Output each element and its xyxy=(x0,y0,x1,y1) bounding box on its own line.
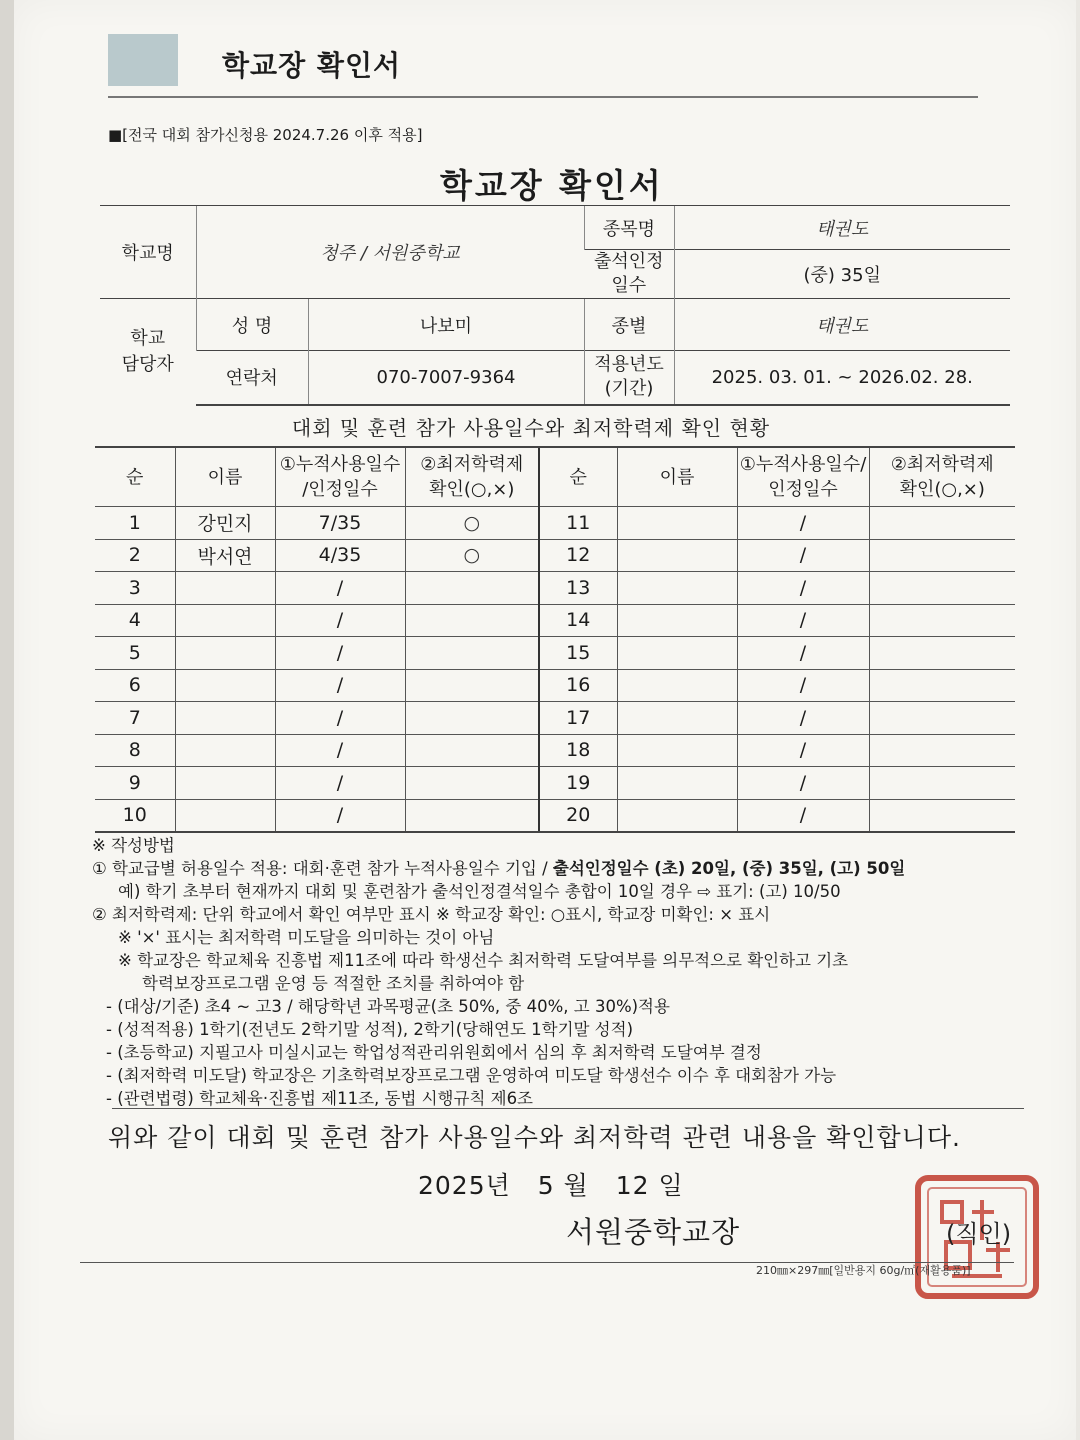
cell-no2: 19 xyxy=(539,767,617,800)
table-row xyxy=(95,637,1015,670)
athlete-table xyxy=(95,446,1015,833)
issue-date xyxy=(418,1166,702,1202)
cell-check xyxy=(405,572,539,605)
column-header: ②최저학력제 확인(○,×) xyxy=(405,447,539,507)
cell-name xyxy=(175,799,275,832)
table-row xyxy=(95,702,1015,735)
cell-check xyxy=(405,767,539,800)
school-label: 학교명 xyxy=(100,206,196,299)
cell-no: 3 xyxy=(95,572,175,605)
cell-name2 xyxy=(617,702,737,735)
cell-name xyxy=(175,669,275,702)
table-row xyxy=(95,734,1015,767)
cell-no: 6 xyxy=(95,669,175,702)
cell-check2 xyxy=(869,572,1015,605)
cell-days2: / xyxy=(737,767,869,800)
cell-no2: 13 xyxy=(539,572,617,605)
cell-check xyxy=(405,637,539,670)
cell-no: 8 xyxy=(95,734,175,767)
column-header: 순 xyxy=(95,447,175,507)
cell-days: / xyxy=(275,799,405,832)
table-row xyxy=(95,507,1015,540)
column-header: ②최저학력제 확인(○,×) xyxy=(869,447,1015,507)
page-title: 학교장 확인서 xyxy=(440,166,664,205)
guide-item-1 xyxy=(92,857,1032,880)
cell-check xyxy=(405,734,539,767)
cell-days: 7/35 xyxy=(275,507,405,540)
cell-days2: / xyxy=(737,702,869,735)
guide-item-2: ② 최저학력제: 단위 학교에서 확인 여부만 표시 ※ 학교장 확인: ○표시, 학교장 미확인: × 표시 xyxy=(92,905,771,924)
table-row xyxy=(95,604,1015,637)
guide-item-2-note-b: ※ 학교장은 학교체육 진흥법 제11조에 따라 학생선수 최저학력 도달여부를 의무적으로 확인하고 기초 xyxy=(118,951,849,970)
cell-days2: / xyxy=(737,604,869,637)
cell-check2 xyxy=(869,702,1015,735)
cell-name xyxy=(175,767,275,800)
cell-name xyxy=(175,572,275,605)
cell-check2 xyxy=(869,767,1015,800)
cell-days: / xyxy=(275,637,405,670)
cell-no2: 14 xyxy=(539,604,617,637)
cell-check: ○ xyxy=(405,539,539,572)
cell-check2 xyxy=(869,539,1015,572)
cell-days2: / xyxy=(737,734,869,767)
seal-label: (직인) xyxy=(946,1220,1012,1248)
page-edge xyxy=(0,0,14,1440)
cell-days: / xyxy=(275,767,405,800)
cell-check2 xyxy=(869,799,1015,832)
guide-item-1-example: 예) 학기 초부터 현재까지 대회 및 훈련참가 출석인정결석일수 총합이 10일 경우 ⇨ 표기: (고) 10/50 xyxy=(118,882,841,901)
cell-no2: 12 xyxy=(539,539,617,572)
confirmation-text: 위와 같이 대회 및 훈련 참가 사용일수와 최저학력 관련 내용을 확인합니다. xyxy=(108,1123,961,1152)
cell-days: / xyxy=(275,702,405,735)
guide-item-2-note-a: ※ '×' 표시는 최저학력 미도달을 의미하는 것이 아님 xyxy=(118,928,495,947)
header-title: 학교장 확인서 xyxy=(222,49,402,82)
cell-check xyxy=(405,669,539,702)
cell-check xyxy=(405,604,539,637)
cell-no2: 17 xyxy=(539,702,617,735)
cell-no: 5 xyxy=(95,637,175,670)
period-value: 2025. 03. 01. ~ 2026.02. 28. xyxy=(674,351,1010,405)
date-day: 12 일 xyxy=(615,1171,684,1200)
cell-days: 4/35 xyxy=(275,539,405,572)
cell-no: 1 xyxy=(95,507,175,540)
cell-name xyxy=(175,734,275,767)
cell-name: 강민지 xyxy=(175,507,275,540)
cell-check2 xyxy=(869,604,1015,637)
cell-days2: / xyxy=(737,669,869,702)
date-year: 2025년 xyxy=(418,1171,511,1200)
cell-check xyxy=(405,702,539,735)
period-label: 적용년도 (기간) xyxy=(584,351,674,405)
cell-no2: 18 xyxy=(539,734,617,767)
cell-check2 xyxy=(869,507,1015,540)
writing-guide xyxy=(92,834,1032,1110)
cell-name2 xyxy=(617,572,737,605)
cell-check: ○ xyxy=(405,507,539,540)
column-header: 이름 xyxy=(617,447,737,507)
cell-name2 xyxy=(617,604,737,637)
cell-days2: / xyxy=(737,539,869,572)
school-value: 청주 / 서원중학교 xyxy=(196,206,584,299)
guide-detail-5: - (관련법령) 학교체육·진흥법 제11조, 동법 시행규칙 제6조 xyxy=(106,1089,533,1108)
cell-days: / xyxy=(275,669,405,702)
guide-item-2-note-c: 학력보장프로그램 운영 등 적절한 조치를 취하여야 함 xyxy=(142,974,525,993)
column-header: ①누적사용일수/ 인정일수 xyxy=(737,447,869,507)
table-row xyxy=(95,572,1015,605)
table-row xyxy=(95,767,1015,800)
guide-detail-3: - (초등학교) 지필고사 미실시교는 학업성적관리위원회에서 심의 후 최저학력 도달여부 결정 xyxy=(106,1043,762,1062)
cell-name2 xyxy=(617,669,737,702)
event-value: 태권도 xyxy=(674,206,1010,250)
cell-name xyxy=(175,604,275,637)
guide-item-1-text: ① 학교급별 허용일수 적용: 대회·훈련 참가 누적사용일수 기입 / xyxy=(92,859,553,878)
column-header: ①누적사용일수 /인정일수 xyxy=(275,447,405,507)
cell-name2 xyxy=(617,799,737,832)
cell-check2 xyxy=(869,669,1015,702)
cell-days2: / xyxy=(737,637,869,670)
cell-no: 10 xyxy=(95,799,175,832)
attend-days-label: 출석인정 일수 xyxy=(584,250,674,299)
attend-days-value: (중) 35일 xyxy=(674,250,1010,299)
principal-title: 서원중학교장 xyxy=(566,1215,741,1249)
guide-detail-2: - (성적적용) 1학기(전년도 2학기말 성적), 2학기(당해연도 1학기말 성적) xyxy=(106,1020,634,1039)
cell-no2: 20 xyxy=(539,799,617,832)
kind-value: 태권도 xyxy=(674,299,1010,351)
cell-name: 박서연 xyxy=(175,539,275,572)
cell-no2: 15 xyxy=(539,637,617,670)
column-header: 순 xyxy=(539,447,617,507)
event-label: 종목명 xyxy=(584,206,674,250)
cell-days: / xyxy=(275,572,405,605)
header-divider xyxy=(108,96,978,98)
date-month: 5 월 xyxy=(537,1171,589,1200)
cell-no: 4 xyxy=(95,604,175,637)
cell-no2: 11 xyxy=(539,507,617,540)
cell-check2 xyxy=(869,734,1015,767)
cell-name xyxy=(175,637,275,670)
paper-spec-footer: 210㎜×297㎜[일반용지 60g/㎡(재활용품)] xyxy=(756,1264,971,1277)
manager-label: 학교 담당자 xyxy=(100,299,196,405)
table-row xyxy=(95,669,1015,702)
guide-item-1-bold: 출석인정일수 (초) 20일, (중) 35일, (고) 50일 xyxy=(552,859,906,878)
cell-check xyxy=(405,799,539,832)
cell-name2 xyxy=(617,734,737,767)
name-label: 성 명 xyxy=(196,299,308,351)
table-row xyxy=(95,539,1015,572)
table-row xyxy=(95,799,1015,832)
contact-label: 연락처 xyxy=(196,351,308,405)
guide-heading: ※ 작성방법 xyxy=(92,836,175,855)
info-table xyxy=(100,205,1010,406)
form-subtitle: ■[전국 대회 참가신청용 2024.7.26 이후 적용] xyxy=(108,126,423,144)
cell-name2 xyxy=(617,637,737,670)
cell-no2: 16 xyxy=(539,669,617,702)
guide-detail-1: - (대상/기준) 초4 ~ 고3 / 해당학년 과목평균(초 50%, 중 40%, 고 30%)적용 xyxy=(106,997,670,1016)
notes-divider xyxy=(112,1108,1024,1109)
contact-value: 070-7007-9364 xyxy=(308,351,584,405)
cell-name xyxy=(175,702,275,735)
cell-days2: / xyxy=(737,572,869,605)
cell-name2 xyxy=(617,539,737,572)
cell-no: 9 xyxy=(95,767,175,800)
cell-no: 2 xyxy=(95,539,175,572)
cell-days2: / xyxy=(737,507,869,540)
status-title: 대회 및 훈련 참가 사용일수와 최저학력제 확인 현황 xyxy=(291,416,771,440)
guide-detail-4: - (최저학력 미도달) 학교장은 기초학력보장프로그램 운영하여 미도달 학생선수 이수 후 대회참가 가능 xyxy=(106,1066,837,1085)
cell-no: 7 xyxy=(95,702,175,735)
cell-days: / xyxy=(275,734,405,767)
kind-label: 종별 xyxy=(584,299,674,351)
column-header: 이름 xyxy=(175,447,275,507)
header-color-block xyxy=(108,34,178,86)
cell-days: / xyxy=(275,604,405,637)
cell-name2 xyxy=(617,507,737,540)
name-value: 나보미 xyxy=(308,299,584,351)
cell-days2: / xyxy=(737,799,869,832)
cell-name2 xyxy=(617,767,737,800)
cell-check2 xyxy=(869,637,1015,670)
